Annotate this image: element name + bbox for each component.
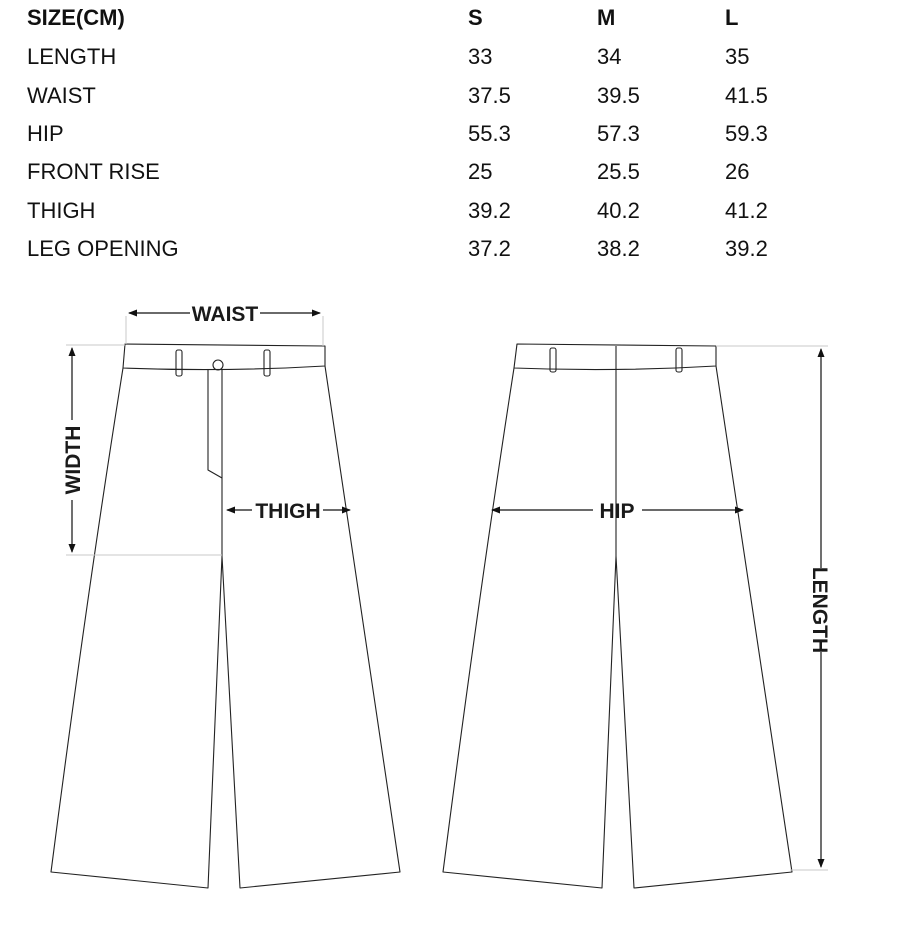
value-m: 25.5 [597, 159, 640, 184]
header-size-cm: SIZE(CM) [27, 5, 125, 30]
guide-lines [66, 316, 828, 870]
thigh-label: THIGH [255, 500, 321, 523]
row-label: WAIST [27, 83, 96, 108]
front-pants-outline [51, 344, 400, 888]
back-pants-outline [443, 344, 792, 888]
value-l: 41.2 [725, 198, 768, 223]
value-l: 39.2 [725, 236, 768, 261]
row-label: LENGTH [27, 44, 117, 69]
value-l: 26 [725, 159, 750, 184]
value-l: 35 [725, 44, 750, 69]
value-s: 37.5 [468, 83, 511, 108]
value-s: 37.2 [468, 236, 511, 261]
row-label: FRONT RISE [27, 159, 160, 184]
header-size-m: M [597, 5, 616, 30]
row-label: LEG OPENING [27, 236, 179, 261]
value-m: 39.5 [597, 83, 640, 108]
header-size-l: L [725, 5, 739, 30]
length-label: LENGTH [808, 566, 831, 654]
value-l: 41.5 [725, 83, 768, 108]
length-measure [808, 349, 831, 867]
value-s: 55.3 [468, 121, 511, 146]
hip-measure [492, 500, 743, 523]
waist-label: WAIST [191, 303, 259, 326]
value-l: 59.3 [725, 121, 768, 146]
waist-measure [129, 303, 320, 326]
value-m: 38.2 [597, 236, 640, 261]
width-label: WIDTH [62, 425, 85, 495]
header-size-s: S [468, 5, 483, 30]
button-icon [213, 360, 223, 370]
value-m: 34 [597, 44, 622, 69]
value-s: 39.2 [468, 198, 511, 223]
thigh-measure [227, 500, 350, 523]
row-label: THIGH [27, 198, 96, 223]
value-s: 33 [468, 44, 493, 69]
row-label: HIP [27, 121, 64, 146]
value-s: 25 [468, 159, 493, 184]
hip-label: HIP [599, 500, 635, 523]
width-measure [62, 348, 85, 552]
value-m: 40.2 [597, 198, 640, 223]
value-m: 57.3 [597, 121, 640, 146]
